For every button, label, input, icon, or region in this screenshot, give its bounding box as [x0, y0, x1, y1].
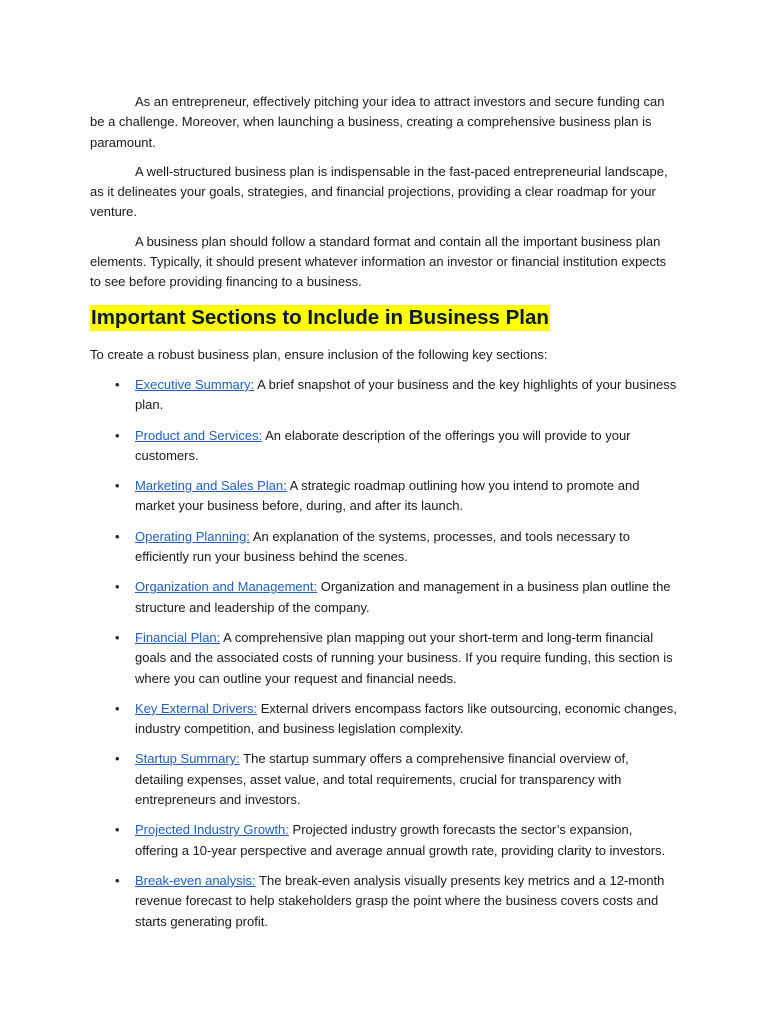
bullet-icon: • [115, 629, 120, 645]
bullet-icon: • [115, 822, 120, 838]
bullet-icon: • [115, 700, 120, 716]
key-external-drivers-link[interactable]: Key External Drivers: [135, 700, 258, 716]
marketing-and-sales-plan-link[interactable]: Marketing and Sales Plan: [135, 478, 287, 494]
list-item [90, 577, 678, 618]
list-item-text: Projected industry growth forecasts the sector’s expansion, offering a 10-year perspective and average annual growth rate, providing clarity to investors. [135, 822, 666, 858]
bullet-icon: • [115, 751, 120, 767]
executive-summary-link[interactable]: Executive Summary: [135, 376, 255, 392]
list-item [90, 820, 678, 861]
list-item [90, 749, 678, 810]
section-heading [90, 305, 678, 331]
list-item [90, 426, 678, 467]
bullet-icon: • [115, 427, 120, 443]
operating-planning-link[interactable]: Operating Planning: [135, 528, 250, 544]
list-item-text: The startup summary offers a comprehensive financial overview of, detailing expenses, asset value, and total requirements, crucial for transparency with entrepreneurs and investors. [135, 751, 629, 808]
list-item [90, 476, 678, 517]
organization-and-management-link[interactable]: Organization and Management: [135, 579, 318, 595]
intro-paragraph-2: A well-structured business plan is indispensable in the fast-paced entrepreneurial landscape, as it delineates your goals, strategies, and financial projections, providing a clear roadmap for your venture. [90, 163, 668, 220]
section-heading-text: Important Sections to Include in Business Plan [91, 305, 549, 329]
list-item-text: An elaborate description of the offerings you will provide to your customers. [135, 427, 631, 463]
projected-industry-growth-link[interactable]: Projected Industry Growth: [135, 822, 289, 838]
list-item-text: External drivers encompass factors like outsourcing, economic changes, industry competition, and business legislation complexity. [135, 700, 677, 737]
bullet-icon: • [115, 478, 120, 494]
bullet-icon: • [115, 528, 120, 544]
sections-intro: To create a robust business plan, ensure inclusion of the following key sections: [90, 346, 548, 362]
startup-summary-link[interactable]: Startup Summary: [135, 751, 240, 767]
list-item [90, 871, 678, 932]
list-item [90, 375, 678, 416]
product-and-services-link[interactable]: Product and Services: [135, 427, 263, 443]
list-item-text: An explanation of the systems, processes, and tools necessary to efficiently run your business behind the scenes. [135, 528, 631, 565]
financial-plan-link[interactable]: Financial Plan: [135, 629, 221, 645]
list-item [90, 628, 678, 689]
list-item-text: A comprehensive plan mapping out your short-term and long-term financial goals and the associated costs of running your business. If you require funding, this section is where you can outline your request and financial needs. [135, 629, 673, 686]
list-item-text: A brief snapshot of your business and the key highlights of your business plan. [135, 376, 677, 413]
bullet-icon: • [115, 376, 120, 392]
bullet-icon: • [115, 579, 120, 595]
list-item [90, 527, 678, 568]
list-item [90, 699, 678, 740]
list-item-text: Organization and management in a business plan outline the structure and leadership of the company. [135, 579, 671, 615]
document-page [90, 92, 678, 942]
list-item-text: A strategic roadmap outlining how you intend to promote and market your business before, during, and after its launch. [135, 478, 640, 514]
sections-list [90, 375, 678, 932]
bullet-icon: • [115, 872, 120, 888]
break-even-analysis-link[interactable]: Break-even analysis: [135, 872, 256, 888]
intro-paragraph-3: A business plan should follow a standard format and contain all the important business plan elements. Typically, it should present whatever information an investor or financial institution expects to see before providing financing to a business. [90, 233, 667, 290]
intro-paragraph-1: As an entrepreneur, effectively pitching your idea to attract investors and secure funding can be a challenge. Moreover, when launching a business, creating a comprehensive business plan is paramount. [90, 94, 665, 150]
list-item-text: The break-even analysis visually presents key metrics and a 12-month revenue forecast to help stakeholders grasp the point where the business covers costs and starts generating profit. [135, 872, 665, 929]
